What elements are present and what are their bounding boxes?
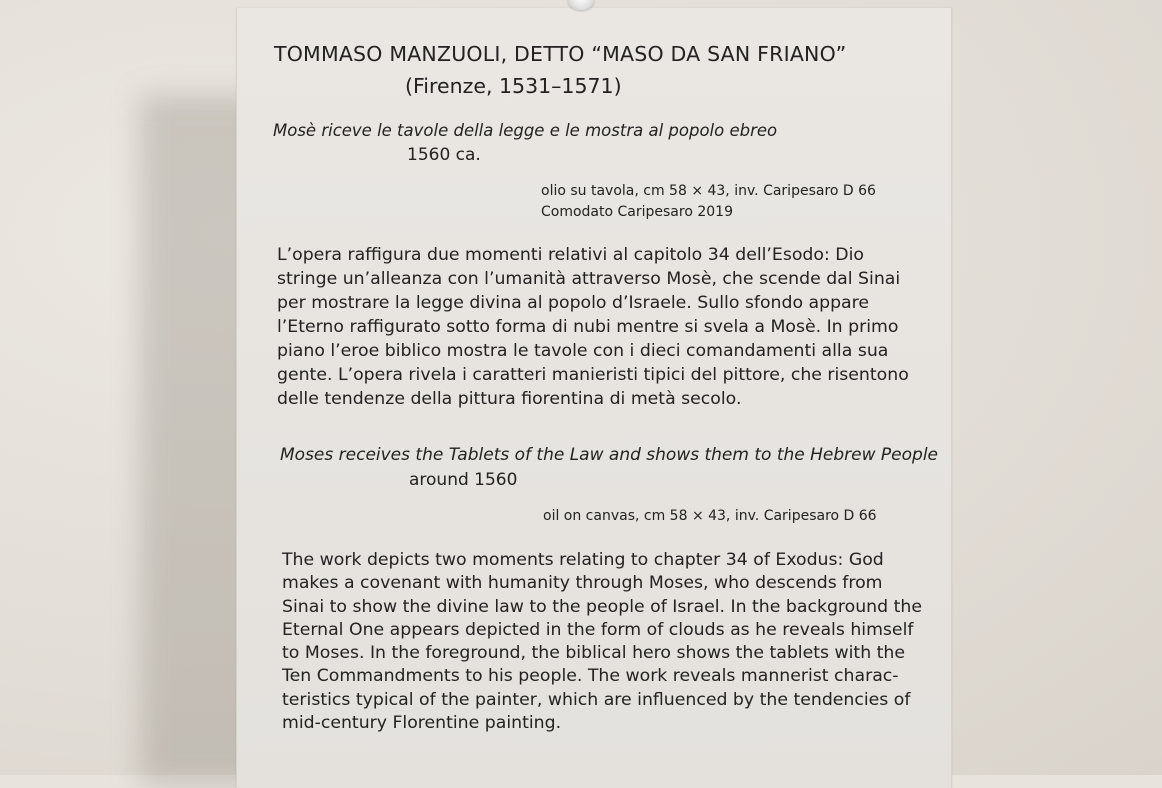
artist-origin-dates: (Firenze, 1531–1571) — [405, 74, 622, 98]
english-description-line: Sinai to show the divine law to the people of Israel. In the background the — [282, 596, 922, 617]
italian-loan-credit: Comodato Caripesaro 2019 — [541, 204, 733, 220]
italian-description-line: per mostrare la legge divina al popolo d’Israele. Sullo sfondo appare — [277, 293, 870, 313]
italian-description-line: l’Eterno raffigurato sotto forma di nubi mentre si svela a Mosè. In primo — [277, 317, 899, 337]
english-description-line: makes a covenant with humanity through Moses, who descends from — [282, 573, 883, 594]
italian-artwork-title: Mosè riceve le tavole della legge e le mostra al popolo ebreo — [273, 121, 778, 140]
english-description-line: mid-century Florentine painting. — [282, 713, 562, 734]
italian-description-line: delle tendenze della pittura fiorentina di metà secolo. — [277, 389, 742, 409]
english-description-line: Eternal One appears depicted in the form of clouds as he reveals himself — [282, 619, 914, 640]
italian-description — [277, 243, 909, 411]
english-description — [282, 549, 922, 735]
english-artwork-date: around 1560 — [409, 470, 518, 490]
italian-artwork-date: 1560 ca. — [407, 145, 481, 165]
english-medium: oil on canvas, cm 58 × 43, inv. Caripesaro D 66 — [543, 508, 877, 524]
english-description-line: The work depicts two moments relating to chapter 34 of Exodus: God — [282, 550, 884, 570]
italian-description-line: piano l’eroe biblico mostra le tavole con i dieci comandamenti alla sua — [277, 341, 889, 361]
italian-description-line: stringe un’alleanza con l’umanità attraverso Mosè, che scende dal Sinai — [277, 269, 901, 289]
english-description-line: Ten Commandments to his people. The work reveals mannerist charac- — [282, 666, 899, 687]
english-artwork-title: Moses receives the Tablets of the Law and shows them to the Hebrew People — [280, 445, 939, 465]
italian-description-line: L’opera raffigura due momenti relativi al capitolo 34 dell’Esodo: Dio — [277, 245, 864, 265]
english-description-line: teristics typical of the painter, which are influenced by the tendencies of — [282, 689, 911, 710]
artist-name: TOMMASO MANZUOLI, DETTO “MASO DA SAN FRIANO” — [274, 42, 847, 66]
italian-medium: olio su tavola, cm 58 × 43, inv. Caripesaro D 66 — [541, 183, 876, 199]
english-description-line: to Moses. In the foreground, the biblical hero shows the tablets with the — [282, 643, 906, 664]
italian-description-line: gente. L’opera rivela i caratteri manieristi tipici del pittore, che risentono — [277, 365, 909, 385]
